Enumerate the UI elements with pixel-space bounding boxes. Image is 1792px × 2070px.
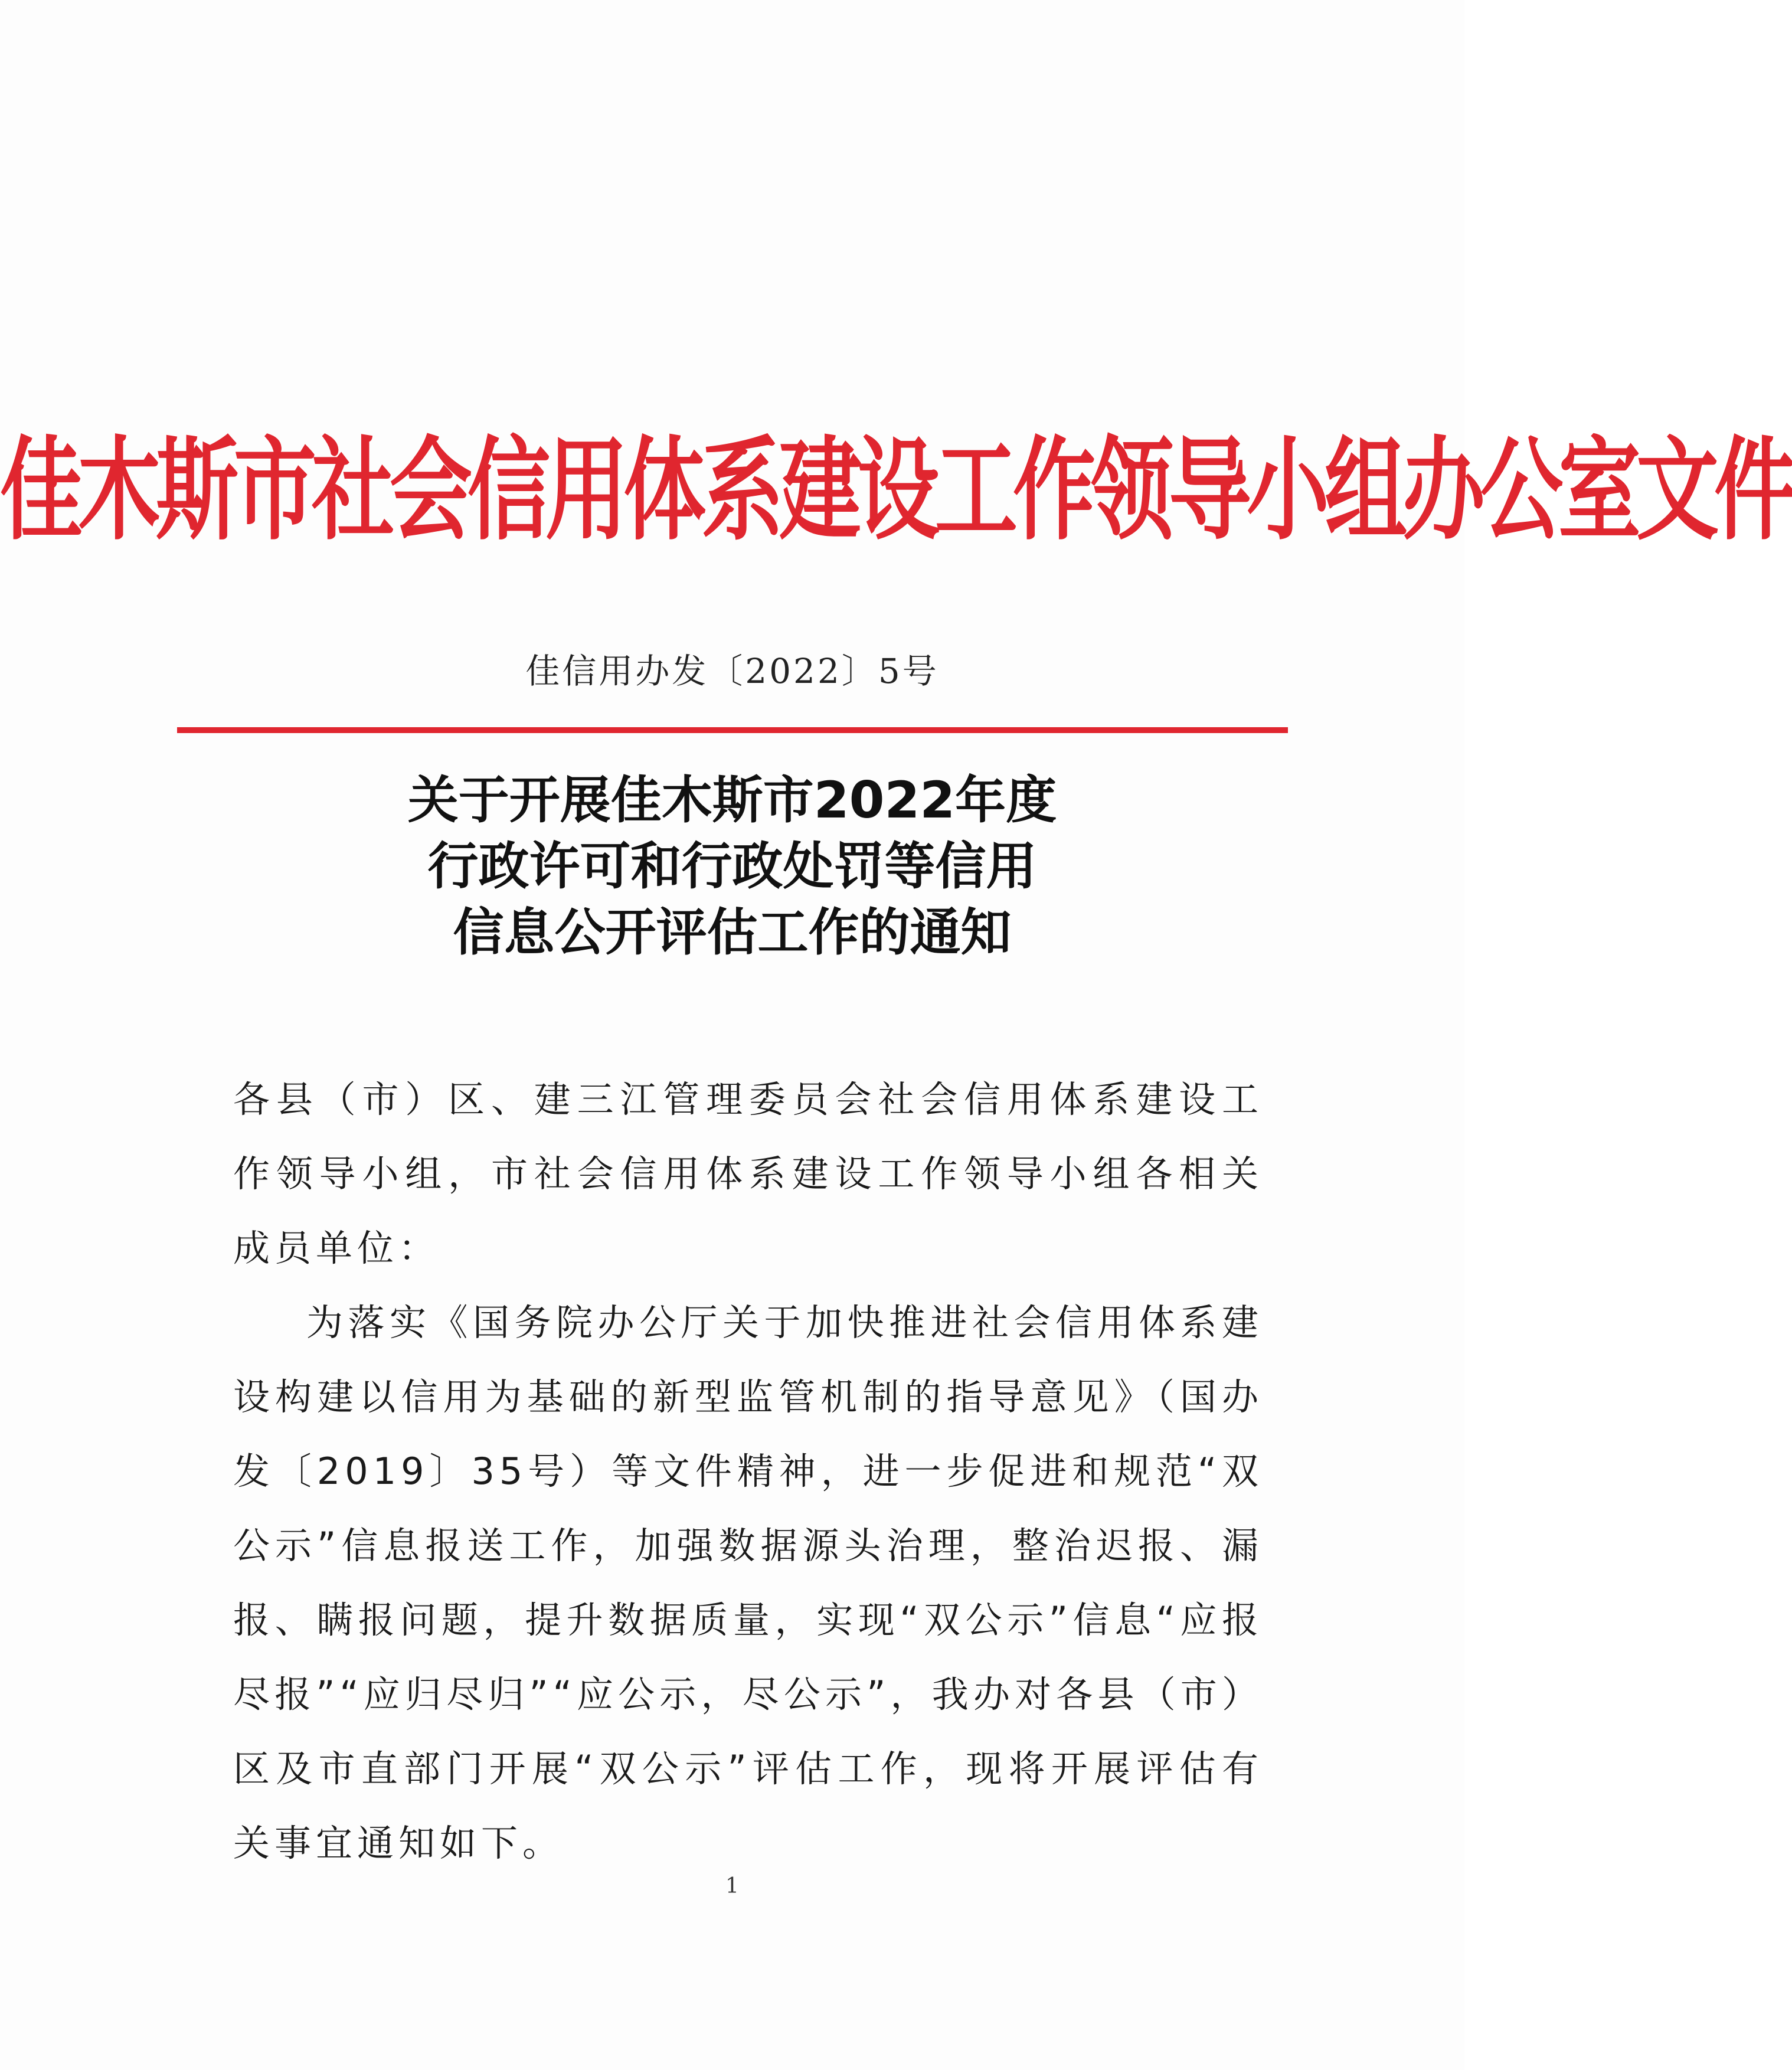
red-separator-line [177, 727, 1288, 733]
notice-title-line: 信息公开评估工作的通知 [453, 903, 1012, 962]
document-number: 佳信用办发〔2022〕5号 [525, 651, 939, 691]
document-body [233, 1062, 1263, 1881]
notice-title-line: 关于开展佳木斯市2022年度 [407, 771, 1057, 830]
page-number: 1 [725, 1874, 739, 1898]
notice-title-line: 行政许可和行政处罚等信用 [427, 837, 1037, 896]
notice-title [0, 767, 1464, 966]
salutation: 各县（市）区、建三江管理委员会社会信用体系建设工作领导小组，市社会信用体系建设工作领导小组各相关成员单位： [233, 1078, 1263, 1270]
body-paragraph: 为落实《国务院办公厅关于加快推进社会信用体系建设构建以信用为基础的新型监管机制的指导意见》（国办发〔2019〕35号）等文件精神，进一步促进和规范“双公示”信息报送工作，加强数据源头治理，整治迟报、漏报、瞒报问题，提升数据质量，实现“双公示”信息“应报尽报”“应归尽归”“应公示，尽公示”，我办对各县（市）区及市直部门开展“双公示”评估工作，现将开展评估有关事宜通知如下。 [233, 1301, 1263, 1865]
document-header-title: 佳木斯市社会信用体系建设工作领导小组办公室文件 [0, 426, 1792, 556]
